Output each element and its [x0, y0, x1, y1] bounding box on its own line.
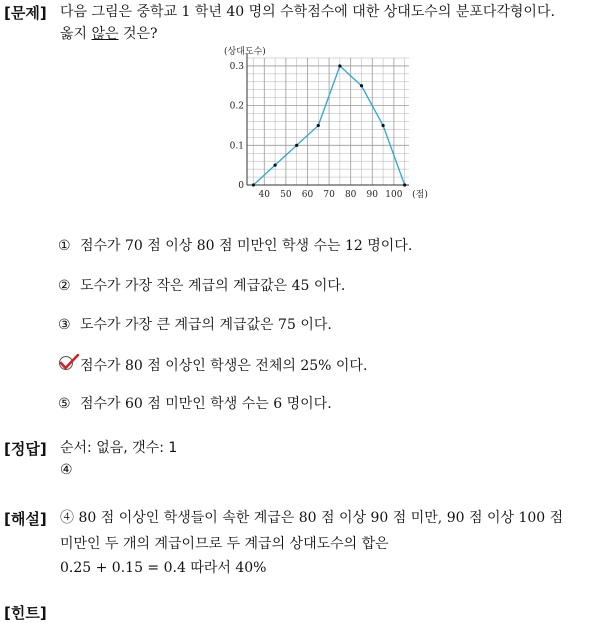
data-point: [252, 183, 255, 186]
x-axis-label: (점): [412, 190, 428, 200]
choice-4-check-icon: [58, 354, 80, 378]
problem-label: [문제]: [4, 4, 47, 22]
chart-axes: [247, 54, 409, 185]
explanation-label: [해설]: [4, 510, 47, 528]
choice-2-marker: ②: [58, 278, 71, 294]
choice-2-text: 도수가 가장 작은 계급의 계급값은 45 이다.: [80, 278, 346, 294]
chart-grid: [247, 58, 409, 185]
data-point: [273, 164, 276, 167]
y-tick-label: 0.3: [229, 61, 244, 72]
choice-3-marker: ③: [58, 317, 71, 333]
data-point: [338, 64, 341, 67]
x-tick-label: 80: [344, 190, 357, 200]
choice-4-text: 점수가 80 점 이상인 학생은 전체의 25% 이다.: [80, 358, 368, 374]
data-point: [360, 84, 363, 87]
choice-1[interactable]: [58, 236, 412, 256]
data-point: [295, 144, 298, 147]
relative-frequency-polygon-chart: [222, 46, 442, 206]
explanation-line-3: 0.25 + 0.15 = 0.4 따라서 40%: [60, 560, 267, 576]
problem-line-2: [60, 24, 158, 44]
data-point: [403, 183, 406, 186]
data-point: [317, 124, 320, 127]
choice-5[interactable]: [58, 394, 332, 414]
choice-2[interactable]: [58, 276, 345, 296]
answer-line-1: 순서: 없음, 갯수: 1: [60, 440, 178, 456]
problem-line-2-pre: 옳지: [60, 26, 92, 42]
explanation-line-1: ④ 80 점 이상인 학생들이 속한 계급은 80 점 이상 90 점 미만, 90 점 이상 100 점: [60, 510, 564, 526]
answer-line-2: ④: [60, 462, 73, 478]
x-tick-label: 60: [301, 190, 314, 200]
choice-3[interactable]: [58, 315, 332, 335]
problem-line-2-underlined: 않은: [91, 26, 119, 42]
choice-3-text: 도수가 가장 큰 계급의 계급값은 75 이다.: [80, 317, 332, 333]
x-tick-label: 70: [323, 190, 335, 200]
choice-1-marker: ①: [58, 238, 71, 254]
data-point: [381, 124, 384, 127]
y-tick-label: 0.2: [229, 101, 244, 112]
choice-4[interactable]: [58, 354, 367, 378]
x-tick-label: 40: [258, 190, 271, 200]
explanation-line-2: 미만인 두 개의 계급이므로 두 계급의 상대도수의 합은: [60, 536, 389, 552]
y-tick-label: 0: [238, 181, 244, 191]
problem-line-2-post: 것은?: [118, 26, 158, 42]
y-tick-label: 0.1: [229, 141, 244, 152]
y-axis-label: (상대도수): [224, 47, 266, 57]
x-tick-label: 90: [366, 190, 379, 200]
x-tick-label: 100: [385, 190, 403, 200]
problem-line-1: 다음 그림은 중학교 1 학년 40 명의 수학점수에 대한 상대도수의 분포다각형이다.: [60, 4, 555, 20]
answer-label: [정답]: [4, 440, 47, 458]
hint-label: [힌트]: [4, 604, 47, 622]
choice-5-text: 점수가 60 점 미만인 학생 수는 6 명이다.: [80, 396, 332, 412]
choice-5-marker: ⑤: [58, 396, 71, 412]
choice-1-text: 점수가 70 점 이상 80 점 미만인 학생 수는 12 명이다.: [80, 238, 413, 254]
x-tick-label: 50: [280, 190, 292, 200]
